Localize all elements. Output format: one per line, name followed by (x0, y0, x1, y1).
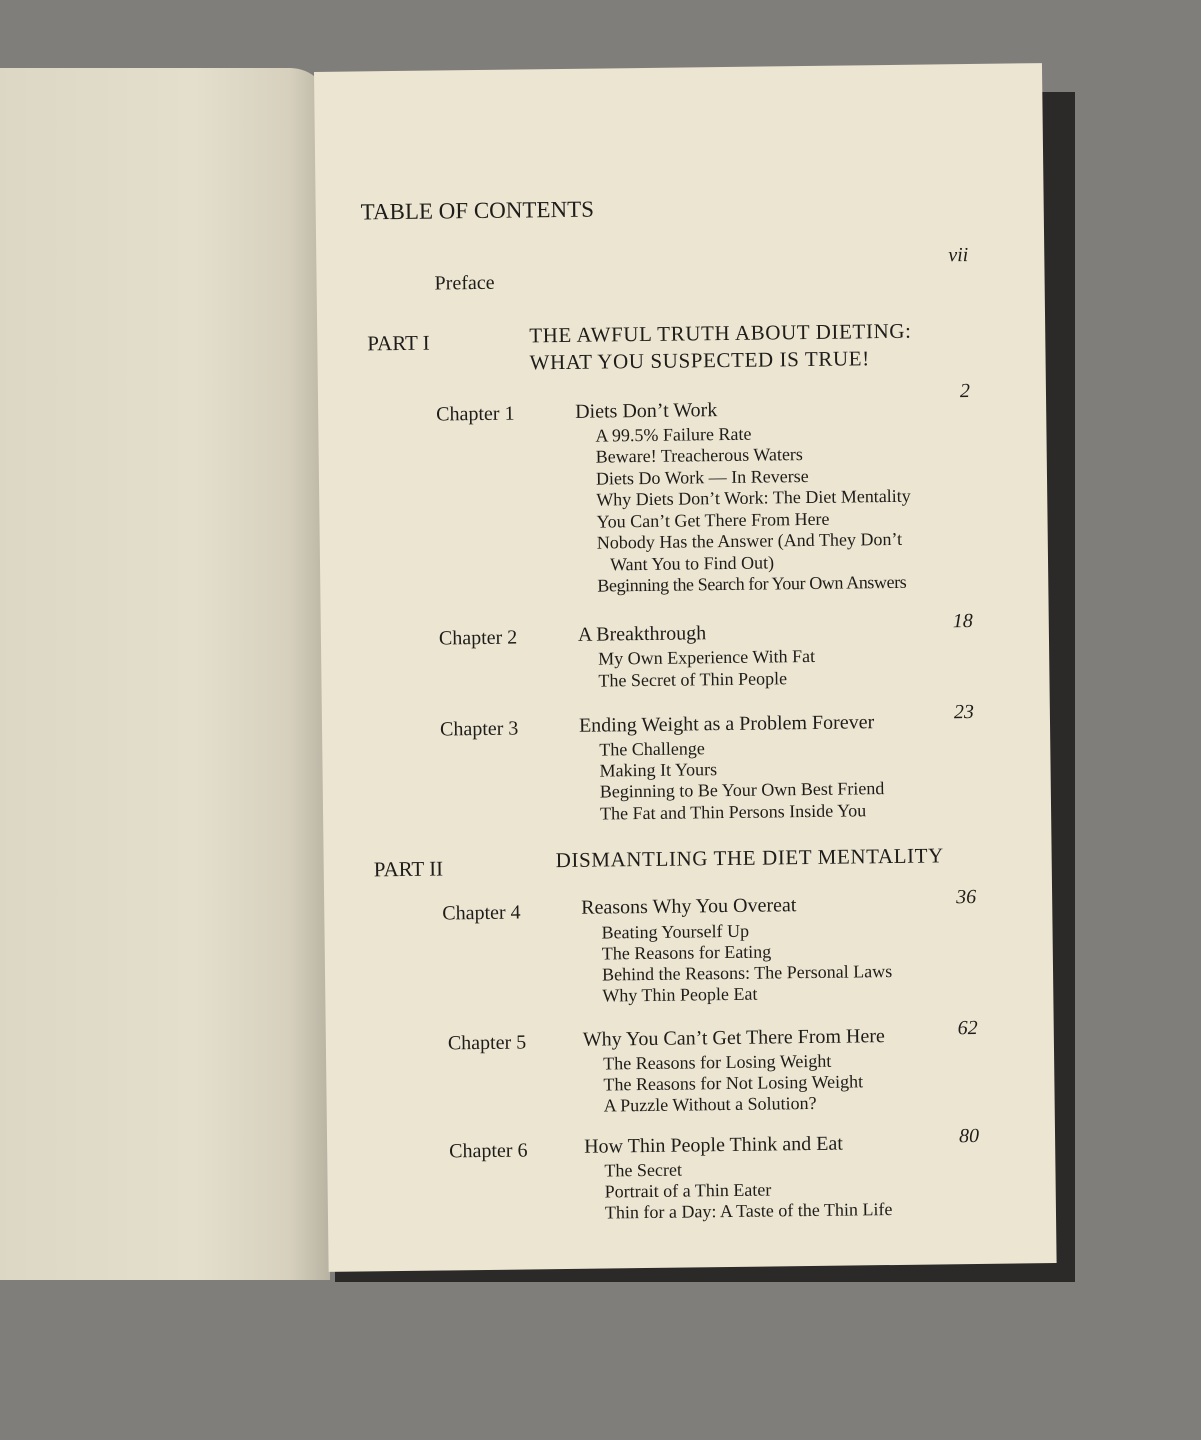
section-item: Making It Yours (599, 759, 718, 781)
chapter-title: Reasons Why You Overeat (581, 894, 797, 919)
section-item: Beginning to Be Your Own Best Friend (599, 778, 885, 802)
contents-page (314, 63, 1057, 1272)
section-item: Why Diets Don’t Work: The Diet Mentality (596, 485, 911, 510)
chapter-page: 62 (957, 1016, 978, 1040)
section-item: The Secret of Thin People (598, 668, 788, 691)
chapter-title: Ending Weight as a Problem Forever (578, 711, 875, 737)
chapter-label: Chapter 2 (438, 626, 518, 650)
left-page (0, 68, 330, 1280)
section-item: A Puzzle Without a Solution? (603, 1092, 817, 1116)
section-item: Beware! Treacherous Waters (595, 444, 803, 467)
part-label: PART I (367, 330, 430, 356)
preface-label: Preface (434, 271, 495, 295)
section-item: Why Thin People Eat (602, 983, 758, 1006)
section-item: You Can’t Get There From Here (596, 508, 830, 532)
part-title-line: THE AWFUL TRUTH ABOUT DIETING: (529, 318, 912, 348)
chapter-page: 36 (955, 885, 977, 909)
section-item: The Reasons for Not Losing Weight (603, 1071, 864, 1095)
section-item: Portrait of a Thin Eater (604, 1179, 772, 1202)
section-item: Behind the Reasons: The Personal Laws (601, 961, 893, 985)
chapter-label: Chapter 4 (442, 901, 521, 925)
part-title-line: WHAT YOU SUSPECTED IS TRUE! (529, 346, 870, 375)
section-item: The Fat and Thin Persons Inside You (599, 800, 867, 824)
chapter-label: Chapter 6 (449, 1139, 528, 1163)
section-item: Thin for a Day: A Taste of the Thin Life (604, 1199, 893, 1223)
section-item: A 99.5% Failure Rate (595, 423, 752, 446)
chapter-page: 80 (958, 1124, 980, 1148)
section-item: The Reasons for Losing Weight (603, 1050, 832, 1074)
section-item: My Own Experience With Fat (598, 645, 816, 669)
section-item: Nobody Has the Answer (And They Don’t (596, 528, 903, 553)
section-item: Beginning the Search for Your Own Answers (597, 571, 907, 596)
chapter-title: Why You Can’t Get There From Here (582, 1025, 885, 1051)
preface-page: vii (948, 244, 969, 267)
chapter-label: Chapter 3 (439, 717, 519, 741)
section-item: The Reasons for Eating (601, 941, 772, 964)
chapter-label: Chapter 1 (436, 402, 515, 426)
chapter-title: Diets Don’t Work (575, 399, 718, 423)
chapter-page: 2 (959, 380, 971, 403)
section-item: The Challenge (599, 738, 705, 760)
page-title: TABLE OF CONTENTS (360, 196, 595, 225)
chapter-title: A Breakthrough (577, 622, 707, 646)
part-label: PART II (373, 856, 444, 882)
section-item: Beating Yourself Up (601, 920, 750, 943)
chapter-page: 18 (952, 609, 973, 633)
section-item: The Secret (604, 1159, 683, 1181)
section-item: Diets Do Work — In Reverse (595, 465, 809, 489)
chapter-label: Chapter 5 (447, 1031, 527, 1055)
section-item: Want You to Find Out) (609, 552, 775, 575)
chapter-page: 23 (953, 700, 975, 724)
chapter-title: How Thin People Think and Eat (584, 1132, 843, 1158)
part-title-line: DISMANTLING THE DIET MENTALITY (555, 843, 945, 873)
